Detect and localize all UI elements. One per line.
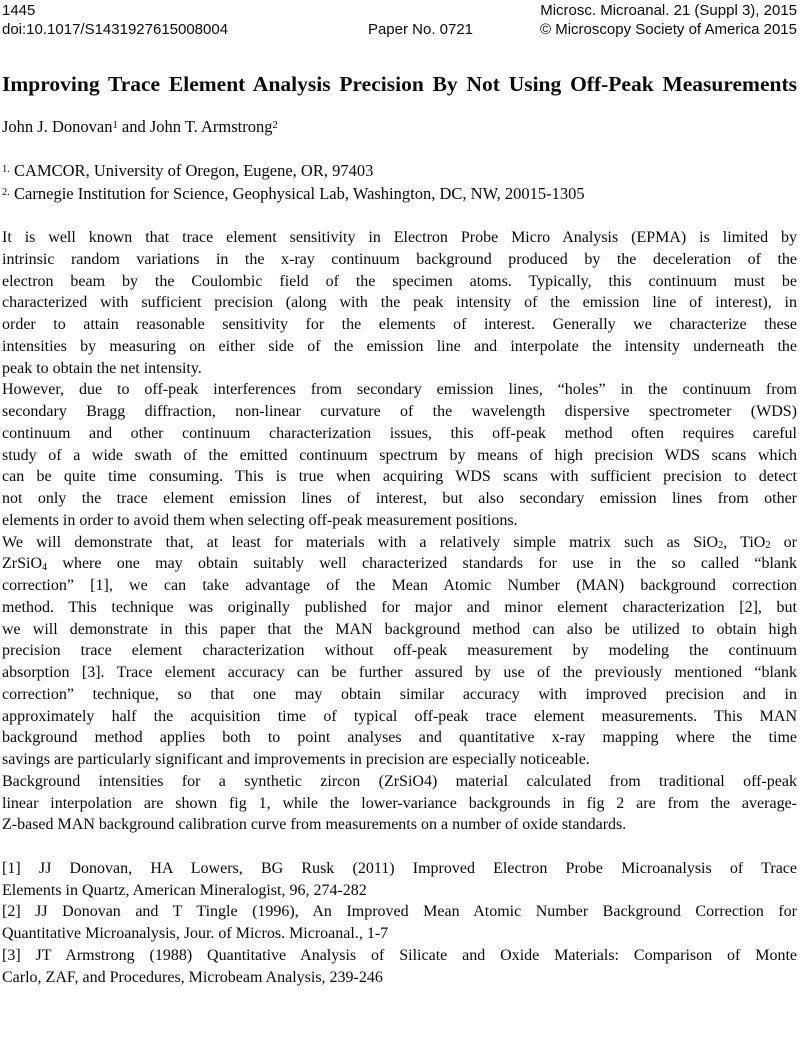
text-line: order to attain reasonable sensitivity for the elements of interest. Generally we characterize these xyxy=(2,316,797,333)
paragraph-2 xyxy=(2,379,797,531)
text-line: [1] JJ Donovan, HA Lowers, BG Rusk (2011) Improved Electron Probe Microanalysis of Trace xyxy=(2,859,797,877)
journal-header xyxy=(2,1,797,39)
text-line: Elements in Quartz, American Mineralogist, 96, 274-282 xyxy=(2,881,367,899)
text-line: savings are particularly significant and improvements in precision are especially noticeable. xyxy=(2,751,590,768)
text-line: electron beam by the Coulombic field of the specimen atoms. Typically, this continuum must be xyxy=(2,272,797,290)
text-line: elements in order to avoid them when selecting off-peak measurement positions. xyxy=(2,511,518,529)
text-line: we will demonstrate in this paper that the MAN background method can also be utilized to obtain high xyxy=(2,620,797,638)
references xyxy=(2,858,797,989)
reference-3 xyxy=(2,945,797,989)
journal-citation: Microsc. Microanal. 21 (Suppl 3), 2015 xyxy=(540,2,797,19)
text-line: correction” [1], we can take advantage of the Mean Atomic Number (MAN) background correction xyxy=(2,577,797,594)
header-row-2 xyxy=(2,20,797,39)
paper-title: Improving Trace Element Analysis Precision By Not Using Off-Peak Measurements xyxy=(2,72,797,96)
page-number: 1445 xyxy=(2,2,36,19)
text-line: Z-based MAN background calibration curve from measurements on a number of oxide standards. xyxy=(2,816,627,834)
text-line: can be quite time consuming. This is true when acquiring WDS scans with sufficient precision to detect xyxy=(2,468,797,486)
text-line: continuum and other continuum characterization issues, this off-peak method often requires careful xyxy=(2,424,797,442)
header-row-1 xyxy=(2,1,797,20)
text-line: study of a wide swath of the emitted continuum spectrum by means of high precision WDS scans which xyxy=(2,446,797,464)
text-line: We will demonstrate that, at least for materials with a relatively simple matrix such as SiO$_2$, TiO$_2$ or xyxy=(2,533,798,552)
text-line: background method applies both to point analyses and quantitative x-ray mapping where the time xyxy=(2,729,797,747)
text-line: absorption [3]. Trace element accuracy can be further assured by use of the previously mentioned “blank xyxy=(2,664,797,681)
copyright-notice: © Microscopy Society of America 2015 xyxy=(540,21,797,38)
text-line: secondary Bragg diffraction, non-linear curvature of the wavelength dispersive spectrometer (WDS) xyxy=(2,403,797,420)
text-line: correction” technique, so that one may obtain similar accuracy with improved precision and in xyxy=(2,685,797,703)
text-line: It is well known that trace element sensitivity in Electron Probe Micro Analysis (EPMA) is limited by xyxy=(2,229,797,246)
paragraph-1 xyxy=(2,227,797,379)
abstract-body xyxy=(2,227,797,988)
text-line: peak to obtain the net intensity. xyxy=(2,359,202,377)
text-line: Quantitative Microanalysis, Jour. of Micros. Microanal., 1-7 xyxy=(2,925,389,942)
text-line: not only the trace element emission lines of interest, but also secondary emission lines from other xyxy=(2,490,797,507)
affiliations xyxy=(2,159,797,205)
text-line: characterized with sufficient precision (along with the peak intensity of the emission line of interest), in xyxy=(2,294,797,312)
text-line: approximately half the acquisition time of typical off-peak trace element measurements. This MAN xyxy=(2,707,797,725)
text-line: linear interpolation are shown fig 1, while the lower-variance backgrounds in fig 2 are from the average- xyxy=(2,794,797,812)
text-line: Background intensities for a synthetic zircon (ZrSiO4) material calculated from traditional off-peak xyxy=(2,772,797,790)
paragraph-4 xyxy=(2,771,797,836)
doi: doi:10.1017/S1431927615008004 xyxy=(2,21,229,38)
text-line: intrinsic random variations in the x-ray continuum background produced by the deceleration of the xyxy=(2,250,797,268)
text-line: However, due to off-peak interferences from secondary emission lines, “holes” in the continuum from xyxy=(2,381,797,399)
authors-line: John J. Donovan$^1$ and John T. Armstrong$^2$ xyxy=(2,117,278,136)
text-line: precision trace element characterization without off-peak measurement by modeling the continuum xyxy=(2,642,797,660)
reference-1 xyxy=(2,858,797,902)
reference-2 xyxy=(2,901,797,945)
paragraph-3 xyxy=(2,532,797,771)
affiliation-2: $^{2.}$ Carnegie Institution for Science, Geophysical Lab, Washington, DC, NW, 20015-1305 xyxy=(2,184,585,203)
text-line: method. This technique was originally published for major and minor element characterization [2], but xyxy=(2,598,797,616)
paper-number: Paper No. 0721 xyxy=(367,21,474,38)
text-line: [3] JT Armstrong (1988) Quantitative Analysis of Silicate and Oxide Materials: Comparison of Monte xyxy=(2,946,797,964)
text-line: Carlo, ZAF, and Procedures, Microbeam Analysis, 239-246 xyxy=(2,968,383,986)
text-line: [2] JJ Donovan and T Tingle (1996), An Improved Mean Atomic Number Background Correction for xyxy=(2,903,797,921)
text-line: ZrSiO$_4$ where one may obtain suitably well characterized standards for use in the so called “blank xyxy=(2,555,797,574)
affiliation-1: $^{1.}$ CAMCOR, University of Oregon, Eugene, OR, 97403 xyxy=(2,161,374,180)
text-line: intensities by measuring on either side of the emission line and interpolate the intensity underneath the xyxy=(2,337,797,355)
